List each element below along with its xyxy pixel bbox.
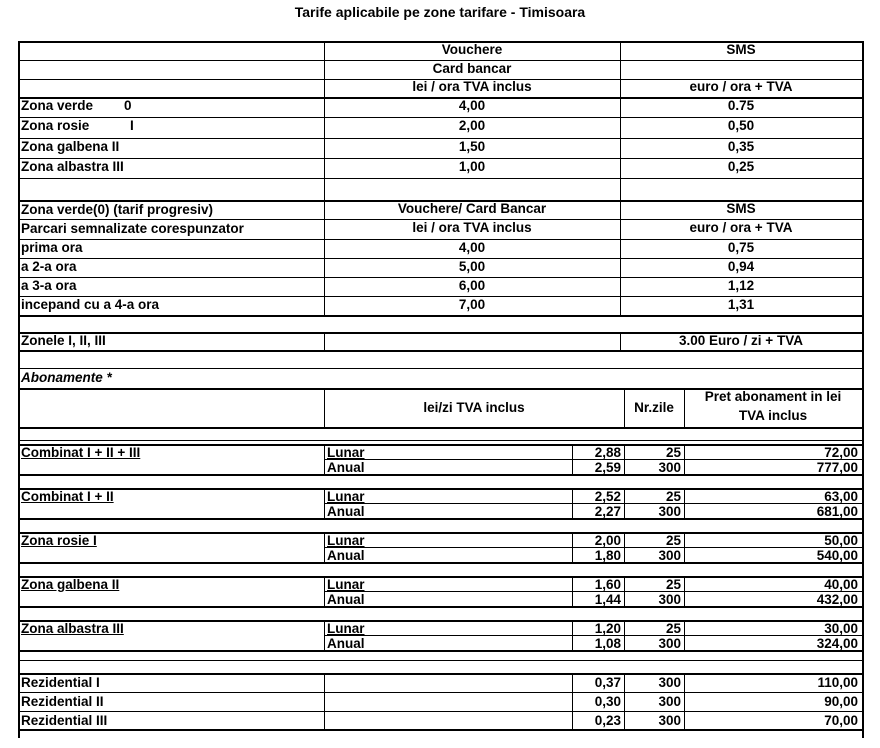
- subscription-days: 300: [658, 548, 681, 563]
- subscription-period: Anual: [327, 504, 365, 519]
- subscription-days: 300: [658, 592, 681, 607]
- hour-label: incepand cu a 4-a ora: [21, 297, 160, 312]
- tariff-euro: 0,25: [727, 159, 755, 174]
- rezidential-days: 300: [658, 694, 681, 709]
- subscription-price: 63,00: [824, 489, 858, 504]
- rezidential-lei-zi: 0,37: [594, 675, 621, 690]
- unit-euro: euro / ora + TVA: [689, 79, 793, 94]
- subscription-period: Lunar: [327, 621, 365, 636]
- subscription-lei-zi: 1,80: [594, 548, 621, 563]
- table-rule: [324, 673, 325, 729]
- tariff-lei: 1,50: [458, 139, 486, 154]
- table-rule: [324, 620, 325, 650]
- subscription-lei-zi: 2,00: [594, 533, 621, 548]
- table-rule: [862, 41, 864, 738]
- subscription-lei-zi: 1,08: [594, 636, 621, 651]
- tariff-lei: 5,00: [458, 259, 486, 274]
- hour-label: prima ora: [21, 240, 83, 255]
- table-rule: [324, 332, 325, 350]
- subscription-period: Anual: [327, 636, 365, 651]
- subscription-lei-zi: 2,52: [594, 489, 621, 504]
- tariff-euro: 1,12: [727, 278, 755, 293]
- header-sms: SMS: [726, 42, 756, 57]
- rezidential-name: Rezidential III: [21, 713, 108, 728]
- subscription-price: 72,00: [824, 445, 858, 460]
- hour-label: a 3-a ora: [21, 278, 77, 293]
- header-pret-tva: TVA inclus: [738, 408, 808, 423]
- subscription-price: 324,00: [816, 636, 858, 651]
- tariff-euro: 0,94: [727, 259, 755, 274]
- tariff-lei: 2,00: [458, 118, 486, 133]
- table-rule: [324, 532, 325, 562]
- subscription-price: 432,00: [816, 592, 858, 607]
- zone-label: Zona galbena II: [21, 139, 120, 154]
- rezidential-days: 300: [658, 713, 681, 728]
- hour-label: a 2-a ora: [21, 259, 77, 274]
- table-rule: [18, 660, 862, 661]
- subscription-price: 30,00: [824, 621, 858, 636]
- subscription-lei-zi: 1,44: [594, 592, 621, 607]
- subscription-lei-zi: 1,60: [594, 577, 621, 592]
- subscription-name: Combinat I + II + III: [21, 445, 141, 460]
- subscription-period: Lunar: [327, 577, 365, 592]
- rezidential-days: 300: [658, 675, 681, 690]
- subscription-price: 40,00: [824, 577, 858, 592]
- tariff-lei: 7,00: [458, 297, 486, 312]
- rezidential-name: Rezidential I: [21, 675, 100, 690]
- subscription-period: Anual: [327, 592, 365, 607]
- tariff-lei: 4,00: [458, 98, 486, 113]
- tariff-euro: 1,31: [727, 297, 755, 312]
- tariff-lei: 4,00: [458, 240, 486, 255]
- zone-label: Zona rosie: [21, 118, 90, 133]
- table-rule: [324, 576, 325, 606]
- tariff-lei: 6,00: [458, 278, 486, 293]
- unit-lei: lei / ora TVA inclus: [412, 79, 532, 94]
- rezidential-name: Rezidential II: [21, 694, 104, 709]
- abonamente-title: Abonamente *: [21, 370, 112, 385]
- subscription-lei-zi: 2,59: [594, 460, 621, 475]
- subscription-lei-zi: 2,27: [594, 504, 621, 519]
- progressive-sublabel: Parcari semnalizate corespunzator: [21, 221, 244, 236]
- zone-label: Zona verde: [21, 98, 94, 113]
- table-rule: [18, 315, 862, 317]
- rezidential-price: 110,00: [817, 675, 858, 690]
- subscription-days: 25: [665, 577, 681, 592]
- zone-code: I: [130, 118, 134, 133]
- subscription-period: Lunar: [327, 489, 365, 504]
- unit-euro: euro / ora + TVA: [689, 220, 793, 235]
- table-rule: [324, 488, 325, 518]
- zonele-value: 3.00 Euro / zi + TVA: [679, 333, 803, 348]
- subscription-days: 25: [665, 489, 681, 504]
- subscription-name: Zona rosie I: [21, 533, 97, 548]
- subscription-days: 300: [658, 504, 681, 519]
- subscription-name: Zona albastra III: [21, 621, 124, 636]
- subscription-period: Lunar: [327, 445, 365, 460]
- subscription-price: 50,00: [824, 533, 858, 548]
- table-rule: [18, 178, 862, 179]
- header-vouchere: Vouchere: [441, 42, 503, 57]
- header-lei-zi: lei/zi TVA inclus: [423, 400, 525, 415]
- table-rule: [18, 711, 862, 712]
- rezidential-price: 70,00: [824, 713, 858, 728]
- subscription-days: 25: [665, 533, 681, 548]
- header-nr-zile: Nr.zile: [634, 400, 674, 415]
- zonele-label: Zonele I, II, III: [21, 333, 106, 348]
- subscription-lei-zi: 1,20: [594, 621, 621, 636]
- header-pret: Pret abonament in lei: [704, 389, 842, 404]
- table-rule: [18, 440, 862, 441]
- zone-label: Zona albastra III: [21, 159, 124, 174]
- table-rule: [18, 427, 862, 429]
- subscription-days: 25: [665, 445, 681, 460]
- header-vouchere-card: Vouchere/ Card Bancar: [397, 201, 547, 216]
- progressive-label: Zona verde(0) (tarif progresiv): [21, 202, 214, 217]
- table-rule: [18, 692, 862, 693]
- subscription-days: 300: [658, 460, 681, 475]
- tariff-euro: 0,50: [727, 118, 755, 133]
- rezidential-price: 90,00: [824, 694, 858, 709]
- subscription-price: 540,00: [816, 548, 858, 563]
- table-rule: [18, 350, 862, 352]
- subscription-name: Combinat I + II: [21, 489, 114, 504]
- tariff-euro: 0.75: [727, 98, 755, 113]
- table-rule: [18, 729, 862, 731]
- subscription-lei-zi: 2,88: [594, 445, 621, 460]
- subscription-days: 300: [658, 636, 681, 651]
- header-sms: SMS: [726, 201, 756, 216]
- zone-code: 0: [124, 98, 132, 113]
- table-rule: [324, 444, 325, 474]
- rezidential-lei-zi: 0,30: [594, 694, 621, 709]
- table-rule: [18, 368, 862, 369]
- rezidential-lei-zi: 0,23: [594, 713, 621, 728]
- tariff-euro: 0,35: [727, 139, 755, 154]
- document-title: Tarife aplicabile pe zone tarifare - Timisoara: [294, 4, 586, 20]
- subscription-price: 681,00: [816, 504, 858, 519]
- subscription-price: 777,00: [816, 460, 858, 475]
- subscription-period: Anual: [327, 548, 365, 563]
- subscription-name: Zona galbena II: [21, 577, 120, 592]
- subscription-period: Lunar: [327, 533, 365, 548]
- header-card-bancar: Card bancar: [432, 61, 512, 76]
- tariff-lei: 1,00: [458, 159, 486, 174]
- subscription-days: 25: [665, 621, 681, 636]
- subscription-period: Anual: [327, 460, 365, 475]
- unit-lei: lei / ora TVA inclus: [412, 220, 532, 235]
- tariff-euro: 0,75: [727, 240, 755, 255]
